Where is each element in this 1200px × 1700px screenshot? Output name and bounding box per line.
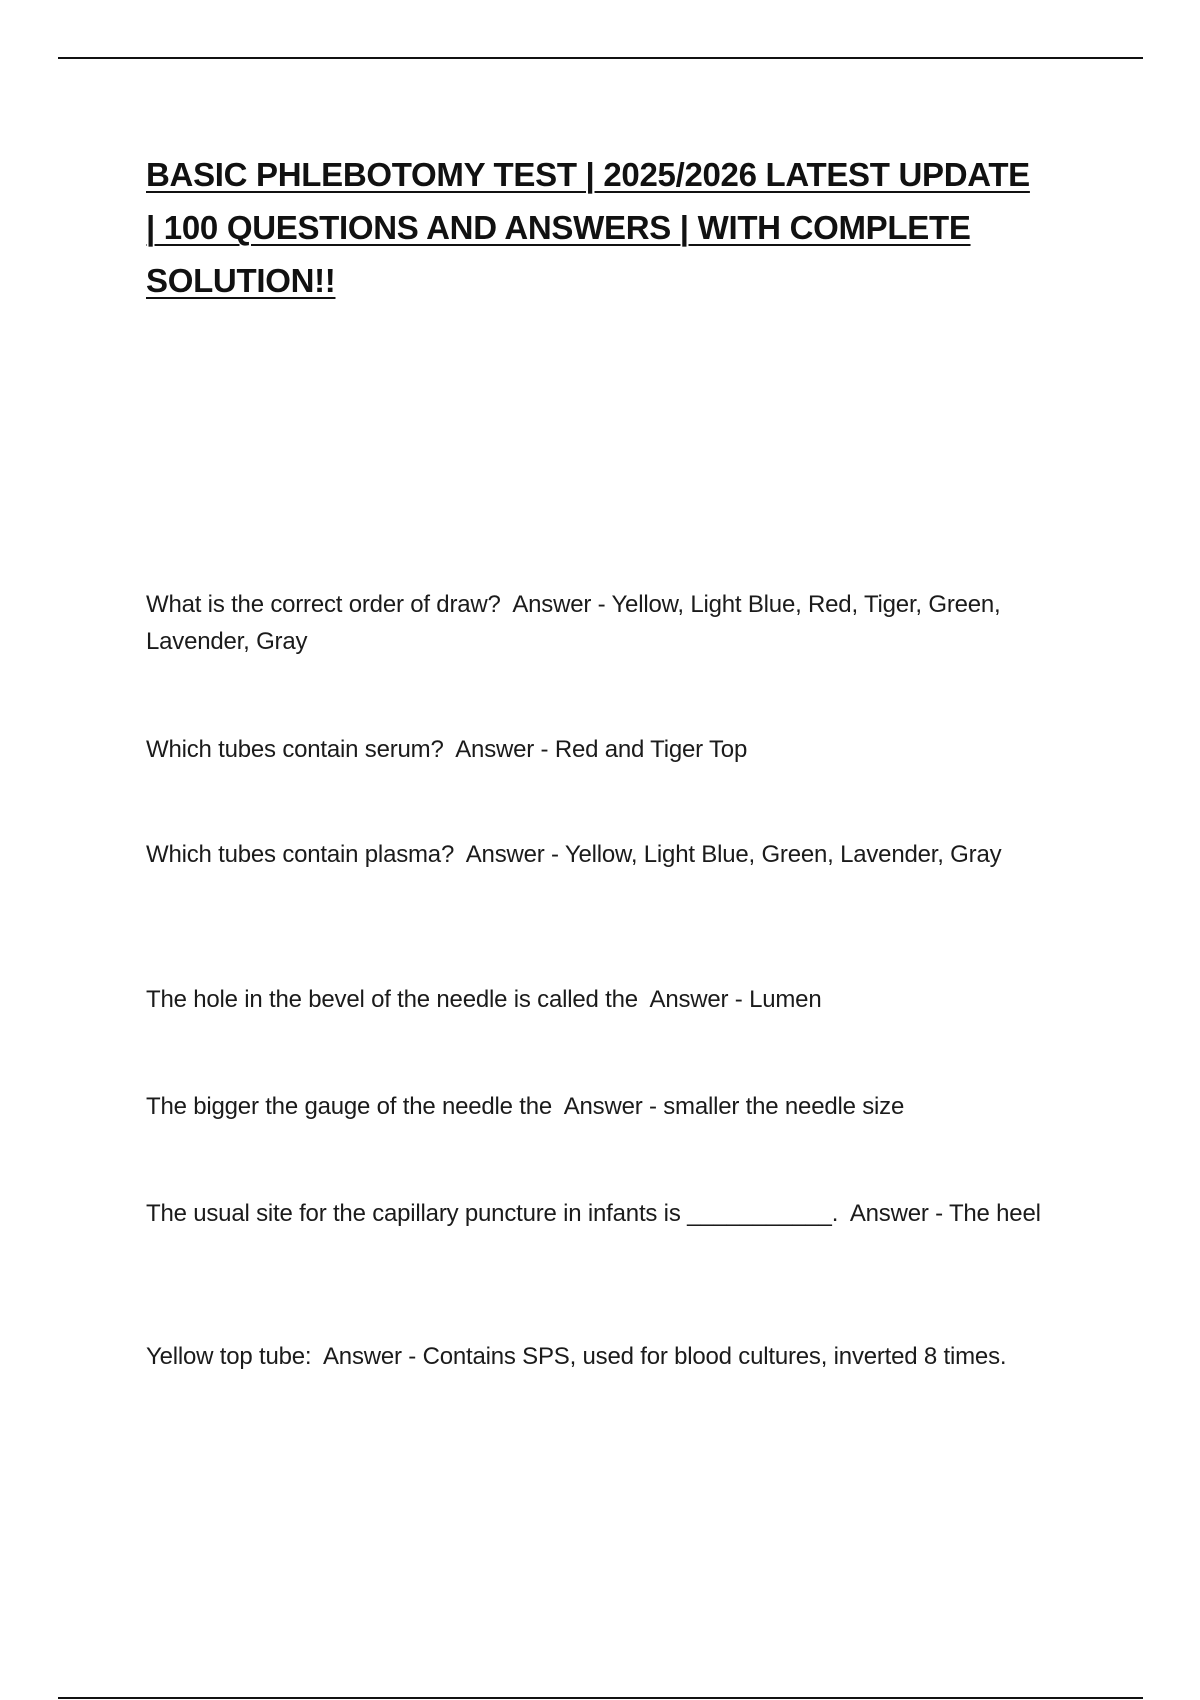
qa-item-6: [146, 1195, 1066, 1232]
qa-item-2: [146, 731, 1066, 768]
answer-text: Yellow, Light Blue, Green, Lavender, Gray: [564, 841, 1002, 868]
answer-prefix: Answer -: [465, 841, 565, 868]
answer-prefix: Answer -: [849, 1200, 949, 1227]
answer-prefix: Answer -: [563, 1093, 664, 1120]
document-title: BASIC PHLEBOTOMY TEST | 2025/2026 LATEST UPDATE | 100 QUESTIONS AND ANSWERS | WITH COMPLETE SOLUTION!!: [146, 156, 1030, 299]
answer-prefix: Answer -: [455, 736, 555, 763]
answer-text: The heel: [948, 1200, 1041, 1227]
question-text: The bigger the gauge of the needle the: [146, 1093, 553, 1120]
question-text: The hole in the bevel of the needle is called the: [146, 986, 638, 1013]
answer-prefix: Answer -: [512, 591, 612, 618]
question-text: Yellow top tube:: [146, 1343, 312, 1370]
qa-item-5: [146, 1088, 1066, 1125]
answer-text: Lumen: [749, 986, 822, 1013]
answer-prefix: Answer -: [323, 1343, 423, 1370]
question-text: Which tubes contain serum?: [146, 736, 444, 763]
answer-prefix: Answer -: [649, 986, 750, 1013]
qa-item-4: [146, 981, 1066, 1018]
answer-text: Yellow, Light Blue, Red, Tiger, Green, Lavender, Gray: [146, 591, 1001, 655]
answer-text: Contains SPS, used for blood cultures, inverted 8 times.: [422, 1343, 1007, 1370]
answer-text: Red and Tiger Top: [554, 736, 748, 763]
qa-item-7: [146, 1338, 1066, 1375]
footer-rule: [58, 1697, 1143, 1699]
question-text: The usual site for the capillary puncture in infants is ___________.: [146, 1200, 839, 1227]
question-text: Which tubes contain plasma?: [146, 841, 455, 868]
answer-text: smaller the needle size: [663, 1093, 905, 1120]
header-rule: [58, 57, 1143, 59]
qa-item-3: [146, 836, 1066, 873]
qa-item-1: [146, 586, 1066, 660]
question-text: What is the correct order of draw?: [146, 591, 501, 618]
